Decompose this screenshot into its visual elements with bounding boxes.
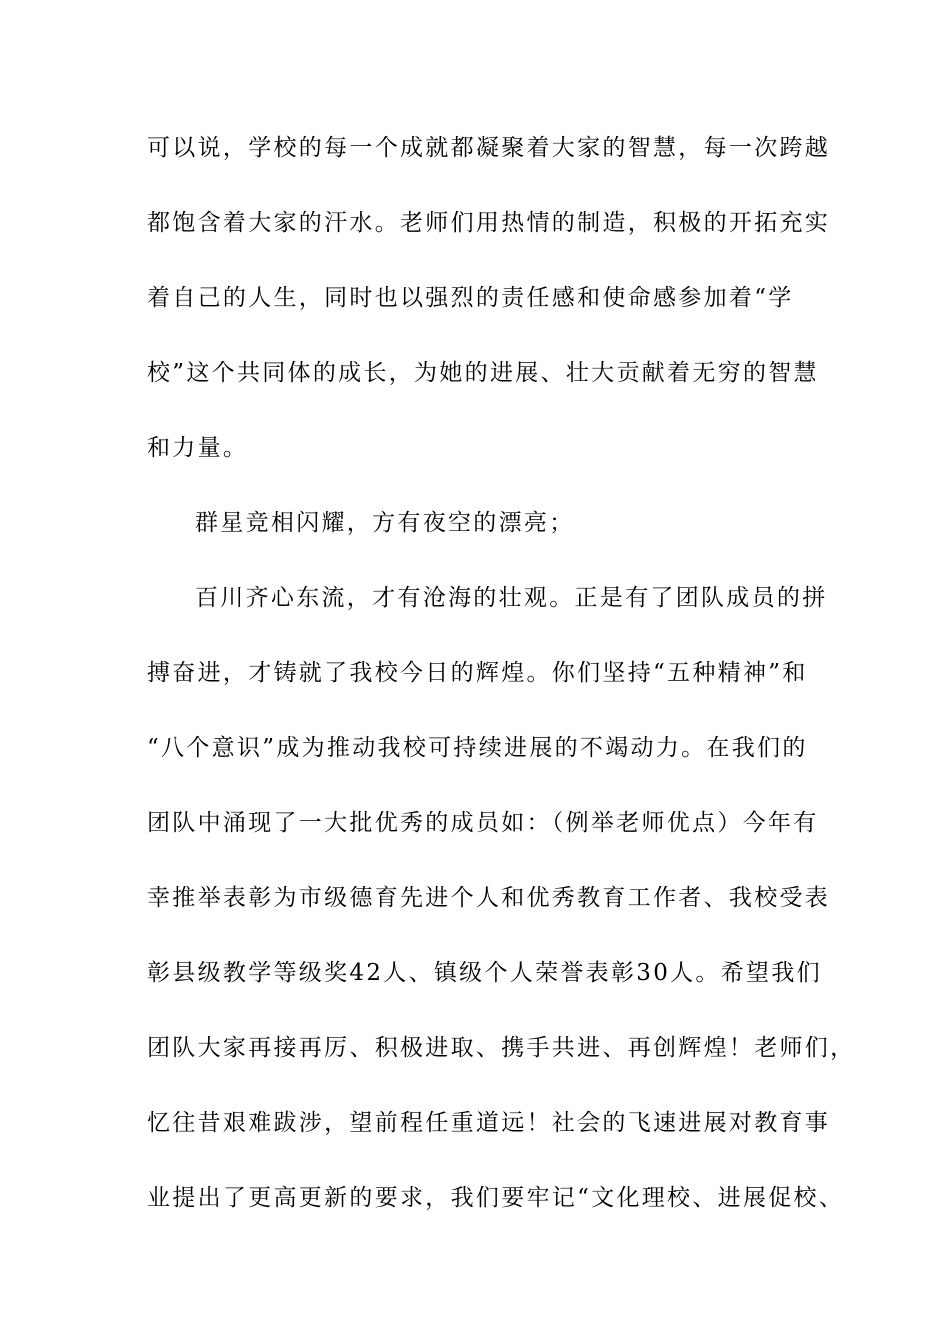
text-line-10: 团队中涌现了一大批优秀的成员如：（例举老师优点）今年有 [147, 810, 819, 836]
text-line-7: 百川齐心东流，才有沧海的壮观。正是有了团队成员的拼 [195, 585, 828, 611]
text-line-2: 都饱含着大家的汗水。老师们用热情的制造，积极的开拓充实 [147, 210, 831, 236]
text-line-13: 团队大家再接再厉、积极进取、携手共进、再创辉煌！老师们， [147, 1035, 856, 1061]
text-line-4: 校”这个共同体的成长，为她的进展、壮大贡献着无穷的智慧 [147, 360, 819, 386]
text-line-1: 可以说，学校的每一个成就都凝聚着大家的智慧，每一次跨越 [147, 135, 831, 161]
text-line-15: 业提出了更高更新的要求，我们要牢记“文化理校、进展促校、 [147, 1185, 845, 1211]
text-line-5: 和力量。 [147, 435, 249, 461]
text-line-8: 搏奋进，才铸就了我校今日的辉煌。你们坚持“五种精神”和 [147, 660, 808, 686]
text-line-14: 忆往昔艰难跋涉，望前程任重道远！社会的飞速进展对教育事 [147, 1110, 831, 1136]
text-line-9: “八个意识”成为推动我校可持续进展的不竭动力。在我们的 [147, 735, 808, 761]
text-line-6: 群星竞相闪耀，方有夜空的漂亮； [195, 510, 575, 536]
text-line-11: 幸推举表彰为市级德育先进个人和优秀教育工作者、我校受表 [147, 885, 831, 911]
text-line-3: 着自己的人生，同时也以强烈的责任感和使命感参加着“学 [147, 285, 794, 311]
text-line-12: 彰县级教学等级奖42人、镇级个人荣誉表彰30人。希望我们 [147, 960, 822, 986]
